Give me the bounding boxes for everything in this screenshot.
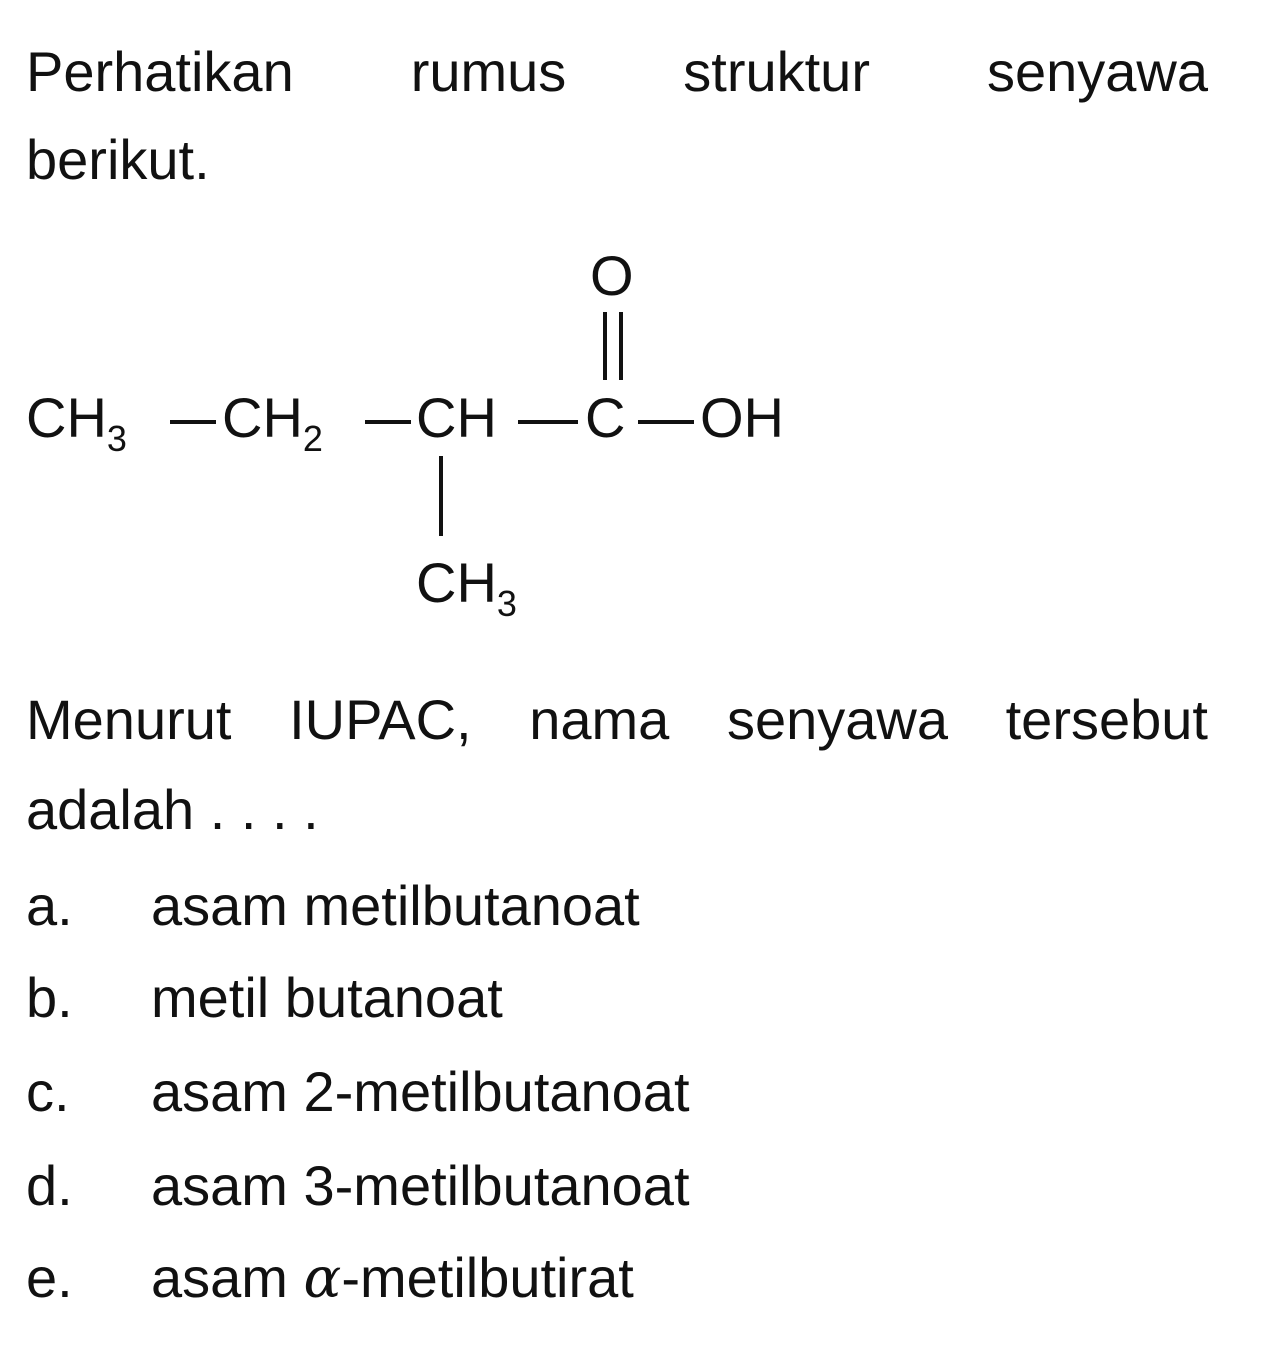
question-word: Perhatikan [26, 40, 294, 103]
single-bond [170, 420, 216, 424]
prompt-word: Menurut [26, 688, 232, 751]
atom-oh: OH [700, 386, 784, 449]
single-bond [518, 420, 578, 424]
prompt-line-1 [26, 688, 1208, 751]
double-bond-line [619, 312, 623, 380]
atom-ch2: $CH_2$ [222, 386, 323, 459]
option-letter: c. [26, 1060, 70, 1123]
alpha-symbol: α [303, 1246, 342, 1311]
single-bond [439, 456, 443, 536]
option-text: asam α-metilbutirat [151, 1246, 634, 1311]
prompt-line-2: adalah . . . . [26, 778, 319, 841]
single-bond [638, 420, 694, 424]
option-letter: a. [26, 874, 73, 937]
atom-c: C [585, 386, 626, 449]
option-b[interactable] [26, 966, 1226, 1040]
atom-ch: CH [416, 386, 497, 449]
option-a[interactable] [26, 874, 1226, 948]
atom-ch3-branch: $CH_3$ [416, 551, 517, 624]
option-text: asam 3-metilbutanoat [151, 1154, 690, 1217]
option-letter: d. [26, 1154, 73, 1217]
option-e[interactable] [26, 1246, 1226, 1320]
option-letter: b. [26, 966, 73, 1029]
option-c[interactable] [26, 1060, 1226, 1134]
option-d[interactable] [26, 1154, 1226, 1228]
question-word: rumus [410, 40, 567, 103]
question-line-2: berikut. [26, 128, 210, 191]
question-word: struktur [683, 40, 870, 103]
prompt-word: nama [529, 688, 670, 751]
double-bond-line [603, 312, 607, 380]
single-bond [365, 420, 411, 424]
question-line-1 [26, 40, 1208, 103]
option-text: asam metilbutanoat [151, 874, 640, 937]
prompt-word: IUPAC, [289, 688, 472, 751]
atom-o: O [590, 244, 634, 307]
option-text: metil butanoat [151, 966, 503, 1029]
prompt-word: tersebut [1005, 688, 1208, 751]
atom-ch3-left: $CH_3$ [26, 386, 127, 459]
option-letter: e. [26, 1246, 73, 1309]
prompt-word: senyawa [726, 688, 948, 751]
question-word: senyawa [986, 40, 1208, 103]
option-text: asam 2-metilbutanoat [151, 1060, 690, 1123]
